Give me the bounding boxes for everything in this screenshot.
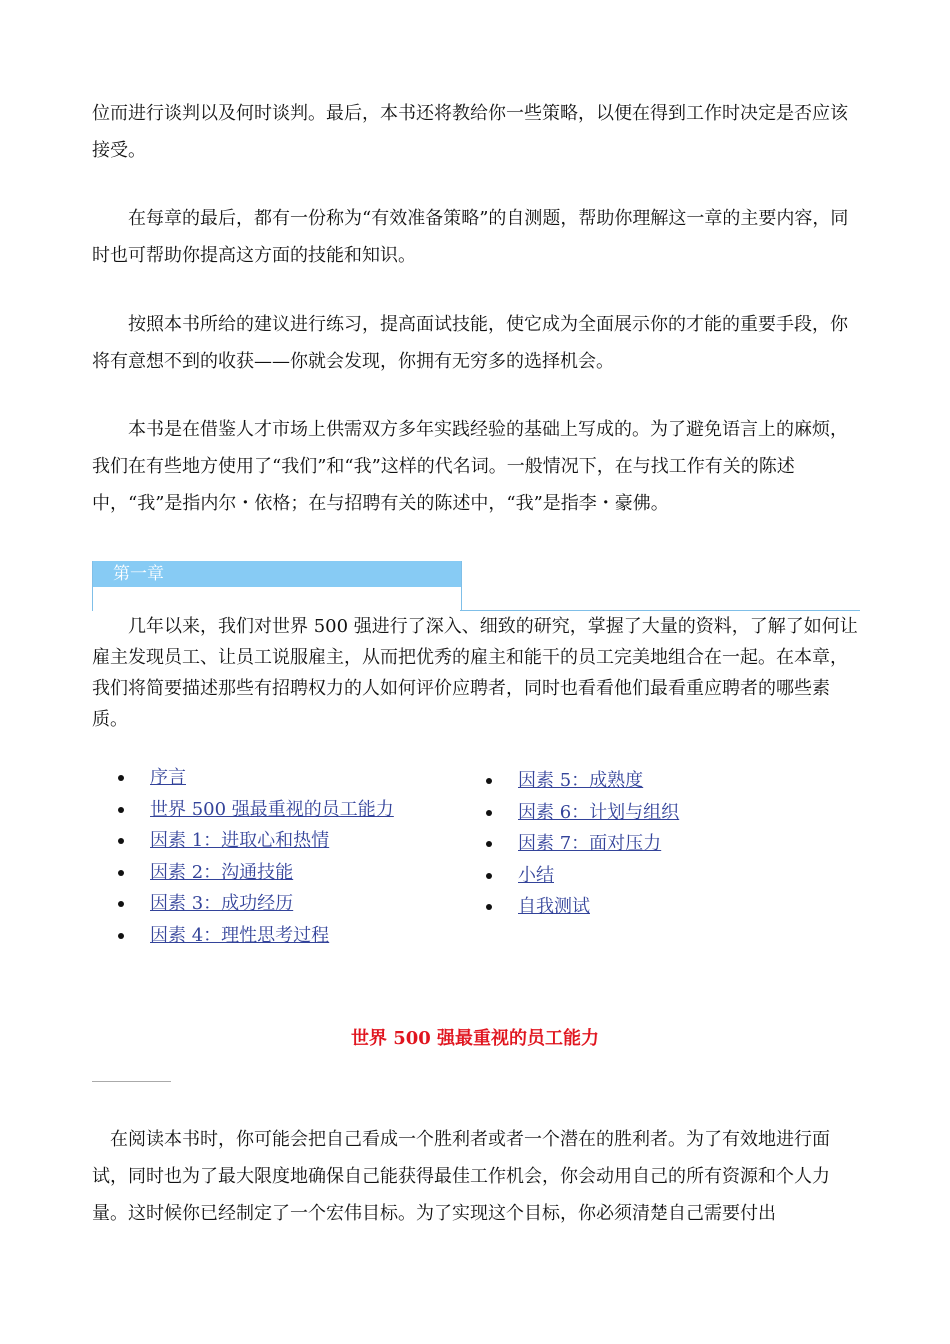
toc-item — [118, 857, 394, 889]
toc-item — [118, 762, 394, 794]
section-body: 在阅读本书时，你可能会把自己看成一个胜利者或者一个潜在的胜利者。为了有效地进行面试，同时也为了最大限度地确保自己能获得最佳工作机会，你会动用自己的所有资源和个人力量。这时候你已经制定了一个宏伟目标。为了实现这个目标，你必须清楚自己需要付出 — [92, 1129, 830, 1224]
divider — [92, 1081, 171, 1082]
chapter-header — [92, 561, 462, 611]
toc-item — [118, 825, 394, 857]
toc-item — [486, 860, 679, 892]
toc-link-factor-6[interactable]: 因素 6：计划与组织 — [518, 801, 680, 823]
toc-link-preface[interactable]: 序言 — [150, 767, 186, 788]
bullet-icon — [486, 904, 492, 910]
body-paragraph: 按照本书所给的建议进行练习，提高面试技能，使它成为全面展示你的才能的重要手段，你将有意想不到的收获——你就会发现，你拥有无穷多的选择机会。 — [92, 314, 848, 372]
bullet-icon — [118, 901, 124, 907]
chapter-label: 第一章 — [93, 561, 461, 587]
toc-list-left — [118, 762, 394, 951]
bullet-icon — [486, 810, 492, 816]
bullet-icon — [118, 775, 124, 781]
toc-link-factor-1[interactable]: 因素 1：进取心和热情 — [150, 830, 330, 851]
toc-item — [118, 888, 394, 920]
toc-link-self-test[interactable]: 自我测试 — [518, 896, 590, 917]
toc-item — [486, 828, 679, 860]
body-paragraph: 本书是在借鉴人才市场上供需双方多年实践经验的基础上写成的。为了避免语言上的麻烦，我们在有些地方使用了“我们”和“我”这样的代名词。一般情况下，在与找工作有关的陈述中，“我”是指内尔・依格；在与招聘有关的陈述中，“我”是指李・豪佛。 — [92, 419, 848, 514]
bullet-icon — [486, 778, 492, 784]
bullet-icon — [118, 807, 124, 813]
toc-link-factor-3[interactable]: 因素 3：成功经历 — [150, 893, 294, 914]
toc-list-right — [486, 765, 679, 923]
bullet-icon — [486, 841, 492, 847]
toc-link-factor-5[interactable]: 因素 5：成熟度 — [518, 770, 644, 791]
toc-link-summary[interactable]: 小结 — [518, 864, 554, 886]
bullet-icon — [118, 933, 124, 939]
section-title: 世界 500 强最重视的员工能力 — [350, 1028, 600, 1049]
body-paragraph: 在每章的最后，都有一份称为“有效准备策略”的自测题，帮助你理解这一章的主要内容，同时也可帮助你提高这方面的技能和知识。 — [92, 208, 849, 266]
toc-item — [486, 765, 679, 797]
body-paragraph: 位而进行谈判以及何时谈判。最后，本书还将教给你一些策略，以便在得到工作时决定是否应该接受。 — [92, 103, 848, 161]
toc-item — [118, 794, 394, 826]
toc-link-factor-4[interactable]: 因素 4：理性思考过程 — [150, 924, 330, 946]
bullet-icon — [118, 838, 124, 844]
bullet-icon — [118, 870, 124, 876]
bullet-icon — [486, 873, 492, 879]
toc-link-abilities[interactable]: 世界 500 强最重视的员工能力 — [150, 798, 394, 820]
toc-item — [486, 891, 679, 923]
chapter-intro: 几年以来，我们对世界 500 强进行了深入、细致的研究，掌握了大量的资料，了解了如何让雇主发现员工、让员工说服雇主，从而把优秀的雇主和能干的员工完美地组合在一起。在本章，我们将简要描述那些有招聘权力的人如何评价应聘者，同时也看看他们最看重应聘者的哪些素质。 — [92, 616, 858, 730]
toc-item — [118, 920, 394, 952]
toc-link-factor-7[interactable]: 因素 7：面对压力 — [518, 833, 662, 854]
toc-link-factor-2[interactable]: 因素 2：沟通技能 — [150, 861, 294, 883]
toc-item — [486, 797, 679, 829]
